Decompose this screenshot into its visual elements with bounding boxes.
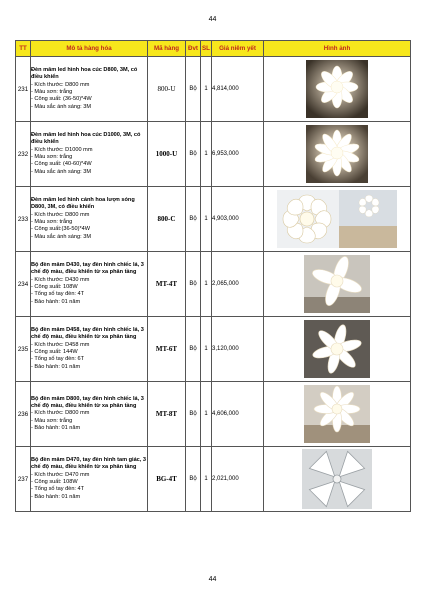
spec-line: - Công suất: (36-50)*4W (31, 96, 92, 103)
spec-line: - Bảo hành: 01 năm (31, 363, 81, 370)
row-number: 237 (16, 447, 31, 512)
spec-line: - Công suất: (40-60)*4W (31, 161, 92, 168)
header-price: Giá niêm yết (212, 41, 264, 57)
spec-line: - Bảo hành: 01 năm (31, 298, 81, 305)
spec-line: - Công suất: 144W (31, 349, 78, 355)
spec-line: - Kích thước: D1000 mm (31, 146, 93, 153)
product-code: 800-C (148, 187, 186, 252)
table-row (16, 252, 411, 317)
spec-line: - Màu sơn: trắng (31, 219, 73, 225)
header-image: Hình ảnh (264, 41, 411, 57)
product-code: MT-6T (148, 317, 186, 382)
spec-line: - Kích thước: D800 mm (31, 410, 90, 417)
product-table (15, 40, 411, 512)
spec-line: - Kích thước: D430 mm (31, 276, 90, 283)
list-price: 3,120,000 (212, 317, 264, 382)
page-number-bottom: 44 (208, 576, 217, 583)
table-row (16, 187, 411, 252)
product-name: Đèn mâm led hình hoa cúc D800, 3M, có điều khiển (31, 66, 138, 81)
spec-line: - Màu sơn: trắng (31, 417, 73, 424)
unit: Bộ (186, 187, 201, 252)
list-price: 4,814,000 (212, 57, 264, 122)
row-description (31, 187, 148, 252)
row-description (31, 382, 148, 447)
product-code: 1000-U (148, 122, 186, 187)
header-code: Mã hàng (148, 41, 186, 57)
unit: Bộ (186, 57, 201, 122)
quantity: 1 (201, 187, 212, 252)
product-image-cell (264, 187, 411, 252)
product-image-cell (264, 317, 411, 382)
product-image-cell (264, 57, 411, 122)
lamp-leaf-4arm-photo (304, 255, 370, 313)
row-description (31, 317, 148, 382)
quantity: 1 (201, 382, 212, 447)
lamp-leaf-6arm-photo (304, 320, 370, 378)
quantity: 1 (201, 122, 212, 187)
spec-line: - Công suất: 108W (31, 284, 78, 290)
table-row (16, 122, 411, 187)
list-price: 2,021,000 (212, 447, 264, 512)
product-code: MT-4T (148, 252, 186, 317)
spec-line: - Tổng số tay đèn: 4T (31, 291, 85, 298)
spec-line: - Kích thước: D800 mm (31, 81, 90, 88)
row-number: 235 (16, 317, 31, 382)
spec-line: - Công suất: 108W (31, 479, 78, 485)
product-code: BG-4T (148, 447, 186, 512)
lamp-daisy-dark-photo (306, 60, 368, 118)
unit: Bộ (186, 447, 201, 512)
row-description (31, 447, 148, 512)
spec-line: - Bảo hành: 01 năm (31, 493, 81, 500)
spec-line: - Màu sắc ánh sáng: 3M (31, 233, 92, 240)
header-unit: Đvt (186, 41, 201, 57)
row-number: 231 (16, 57, 31, 122)
row-number: 236 (16, 382, 31, 447)
product-name: Đèn mâm led hình cánh hoa lượn sóng D800, 3M, có điều khiển (31, 196, 135, 211)
product-image-cell (264, 447, 411, 512)
lamp-wave-petal-photo (277, 190, 397, 248)
table-row (16, 317, 411, 382)
lamp-triangle-4arm-photo (302, 449, 372, 509)
quantity: 1 (201, 252, 212, 317)
spec-line: - Màu sắc ánh sáng: 3M (31, 103, 92, 110)
lamp-daisy-large-photo (306, 125, 368, 183)
table-row (16, 447, 411, 512)
product-name: Bộ đèn mâm D458, tay đèn hình chiếc lá, 3 chế độ màu, điều khiển từ xa phân tầng (31, 326, 144, 341)
row-description (31, 57, 148, 122)
lamp-leaf-8arm-photo (304, 385, 370, 443)
quantity: 1 (201, 447, 212, 512)
list-price: 6,953,000 (212, 122, 264, 187)
spec-line: - Tổng số tay đèn: 6T (31, 356, 85, 363)
spec-line: - Màu sơn: trắng (31, 154, 73, 160)
row-number: 232 (16, 122, 31, 187)
spec-line: - Bảo hành: 01 năm (31, 425, 81, 432)
unit: Bộ (186, 122, 201, 187)
spec-line: - Màu sắc ánh sáng: 3M (31, 168, 92, 175)
spec-line: - Màu sơn: trắng (31, 89, 73, 95)
list-price: 4,606,000 (212, 382, 264, 447)
page-number-top: 44 (208, 16, 217, 23)
product-image-cell (264, 252, 411, 317)
list-price: 4,903,000 (212, 187, 264, 252)
unit: Bộ (186, 252, 201, 317)
quantity: 1 (201, 317, 212, 382)
table-header-row (16, 41, 411, 57)
header-tt: TT (16, 41, 31, 57)
quantity: 1 (201, 57, 212, 122)
product-name: Đèn mâm led hình hoa cúc D1000, 3M, có điều khiển (31, 131, 141, 146)
row-description (31, 122, 148, 187)
product-name: Bộ đèn mâm D800, tay đèn hình chiếc lá, 3 chế độ màu, điều khiển từ xa phân tầng (31, 395, 144, 409)
row-number: 234 (16, 252, 31, 317)
product-name: Bộ đèn mâm D470, tay đèn hình tam giác, 3 chế độ màu, điều khiển từ xa phân tầng (31, 456, 147, 471)
spec-line: - Kích thước: D800 mm (31, 211, 90, 218)
product-image-cell (264, 382, 411, 447)
table-row (16, 382, 411, 447)
row-description (31, 252, 148, 317)
unit: Bộ (186, 317, 201, 382)
product-name: Bộ đèn mâm D430, tay đèn hình chiếc lá, 3 chế độ màu, điều khiển từ xa phân tầng (31, 261, 144, 276)
spec-line: - Công suất:(36-50)*4W (31, 226, 91, 233)
row-number: 233 (16, 187, 31, 252)
product-code: 800-U (148, 57, 186, 122)
spec-line: - Tổng số tay đèn: 4T (31, 486, 85, 493)
spec-line: - Kích thước: D458 mm (31, 341, 90, 348)
product-code: MT-8T (148, 382, 186, 447)
header-qty: SL (201, 41, 212, 57)
list-price: 2,065,000 (212, 252, 264, 317)
spec-line: - Kích thước: D470 mm (31, 471, 90, 478)
header-description: Mô tả hàng hóa (31, 41, 148, 57)
table-row (16, 57, 411, 122)
product-image-cell (264, 122, 411, 187)
unit: Bộ (186, 382, 201, 447)
